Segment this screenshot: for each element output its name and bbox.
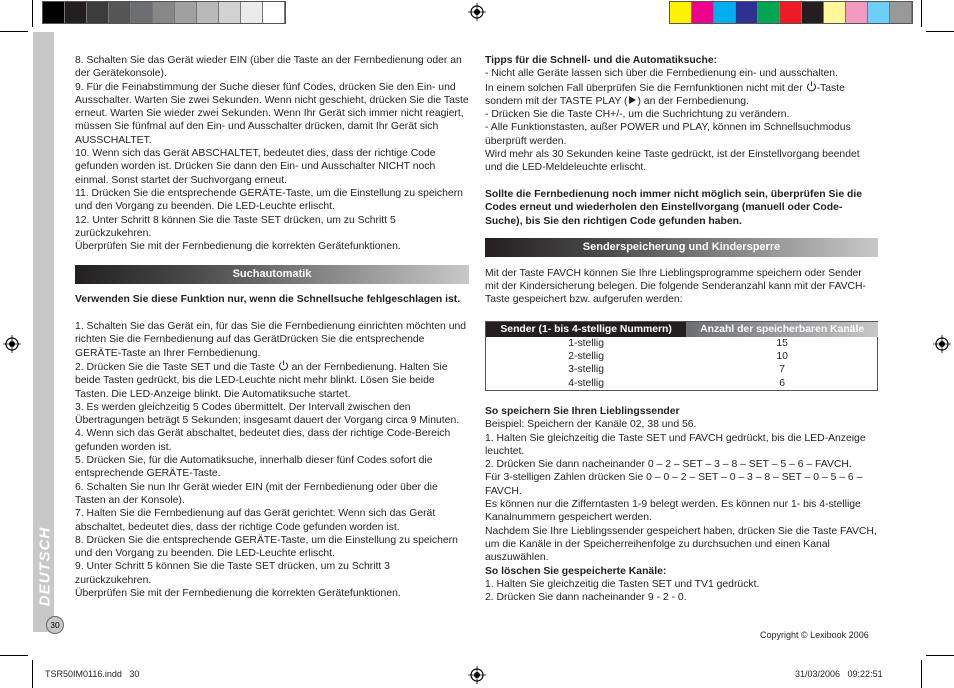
color-swatch xyxy=(175,2,197,23)
table-cell-digits-value: 3-stellig xyxy=(568,364,605,376)
instruction-line: Nachdem Sie Ihre Lieblingssender gespeichert haben, drücken Sie die Taste FAVCH, um die Kanäle in der Speicherreihenfolge zu durchsuchen und einen Kanal auszuwählen. xyxy=(485,525,877,564)
step-paragraph: Überprüfen Sie mit der Fernbedienung die korrekten Gerätefunktionen. xyxy=(75,587,401,599)
table-cell-count-value: 15 xyxy=(776,337,788,349)
channel-table xyxy=(485,321,878,391)
instruction-line: Es können nur die Zifferntasten 1-9 belegt werden. Es können nur 1- bis 4-stellige Kanalnummern gespeichert werden. xyxy=(485,499,861,524)
color-swatch xyxy=(868,2,890,23)
color-swatch xyxy=(219,2,241,23)
paragraph: 12. Unter Schritt 8 können Sie die Taste SET drücken, um zu Schritt 5 zurückzukehren. xyxy=(75,214,396,239)
table-cell-count-value: 6 xyxy=(779,377,786,389)
crop-mark xyxy=(926,31,954,32)
step-paragraph: 9. Unter Schritt 5 können Sie die Taste SET drücken, um zu Schritt 3 zurückzukehren. xyxy=(75,561,390,586)
instruction-line: 2. Drücken Sie dann nacheinander 0 – 2 – SET – 3 – 8 – SET – 5 – 6 – FAVCH. xyxy=(485,459,852,471)
tip-2-a: In einem solchen Fall überprüfen Sie die Fernfunktionen nicht mit der xyxy=(485,82,806,94)
color-swatch xyxy=(846,2,868,23)
table-cell-digits-value: 2-stellig xyxy=(568,351,605,363)
power-icon xyxy=(806,81,817,92)
paragraph: Überprüfen Sie mit der Fernbedienung die korrekten Gerätefunktionen. xyxy=(75,241,401,253)
crop-mark xyxy=(32,0,33,27)
instruction-line: Beispiel: Speichern der Kanäle 02, 38 und 56. xyxy=(485,419,697,431)
table-cell-count-value: 10 xyxy=(776,351,788,363)
instruction-line: 1. Halten Sie gleichzeitig die Tasten SET und TV1 gedrückt. xyxy=(485,578,760,590)
step-paragraph: 4. Wenn sich das Gerät abschaltet, bedeutet dies, dass der richtige Code-Bereich gefunden worden ist. xyxy=(75,428,451,453)
table-cell-digits-value: 1-stellig xyxy=(568,337,605,349)
step-2 xyxy=(75,360,469,401)
footer-date: 31/03/2006 09:22:51 xyxy=(795,669,883,679)
color-swatch xyxy=(714,2,736,23)
warning-bold: Sollte die Fernbedienung noch immer nicht möglich sein, überprüfen Sie die Codes erneut und wiederholen den Einstellvorgang (manuell oder Code-Suche), bis Sie den richtigen Code gefunden haben. xyxy=(485,188,863,227)
table-cell-count xyxy=(686,337,878,390)
instruction-line: 1. Halten Sie gleichzeitig die Taste SET und FAVCH gedrückt, bis die LED-Anzeige leuchtet. xyxy=(485,432,866,457)
table-header-anzahl: Anzahl der speicherbaren Kanäle xyxy=(686,322,878,337)
color-calibration-strip xyxy=(669,1,913,24)
tip-2-b: -Taste sondern mit der TASTE PLAY ( xyxy=(485,82,845,107)
color-swatch xyxy=(43,2,65,23)
paragraph: 10. Wenn sich das Gerät ABSCHALTET, bedeutet dies, dass der richtige Code gefunden worden ist. Drücken Sie dann den Ein- und Ausschalter NICHT noch einmal. Sonst startet der Suchvorgang erneut. xyxy=(75,148,436,186)
tip-2-c: ) an der Fernbedienung. xyxy=(637,95,749,107)
tips-title: Tipps für die Schnell- und die Automatiksuche: xyxy=(485,55,718,66)
table-cell-count-value: 7 xyxy=(779,364,786,376)
save-title: So speichern Sie Ihren Lieblingssender xyxy=(485,405,680,417)
color-swatch xyxy=(758,2,780,23)
power-icon xyxy=(278,360,289,371)
color-swatch xyxy=(131,2,153,23)
step-paragraph: 7. Halten Sie die Fernbedienung auf das Gerät gerichtet: Wenn sich das Gerät abschaltet, bedeutet dies, dass der richtige Code gefunden worden ist. xyxy=(75,508,436,533)
registration-mark-icon xyxy=(468,3,486,21)
step-paragraph: 3. Es werden gleichzeitig 5 Codes übermittelt. Der Intervall zwischen den Übertragungen beträgt 5 Sekunden; insgesamt dauert der Vorgang circa 9 Minuten. xyxy=(75,401,460,427)
color-swatch xyxy=(692,2,714,23)
crop-mark xyxy=(0,31,28,32)
step-2-end: an der Fernbedienung. Halten Sie beide Tasten gedrückt, bis die LED-Leuchte nicht mehr blinkt. Lösen Sie beide Tasten. Die LED-Anzeige blinkt. Die Automatiksuche startet. xyxy=(75,361,448,400)
left-steps-rest xyxy=(75,401,469,600)
color-swatch xyxy=(802,2,824,23)
instruction-line: 2. Drücken Sie dann nacheinander 9 - 2 - 0. xyxy=(485,592,687,604)
side-tab-label: DEUTSCH xyxy=(36,526,54,607)
left-column xyxy=(75,54,469,600)
color-swatch xyxy=(65,2,87,23)
crop-mark xyxy=(32,660,33,688)
copyright: Copyright © Lexibook 2006 xyxy=(760,630,869,640)
color-swatch xyxy=(109,2,131,23)
step-1: 1. Schalten Sie das Gerät ein, für das Sie die Fernbedienung einrichten möchten und richten Sie die Fernbedienung auf das GerätDrücken Sie die entsprechende GERÄTE-Taste an Ihrer Fernbedienung. xyxy=(75,321,467,359)
paragraph: 11. Drücken Sie die entsprechende GERÄTE-Taste, um die Einstellung zu speichern und den Vorgang zu beenden. Die LED-Leuchte erlischt. xyxy=(75,187,463,213)
color-swatch xyxy=(197,2,219,23)
registration-mark-icon xyxy=(468,666,486,684)
paragraph: 8. Schalten Sie das Gerät wieder EIN (über die Taste an der Fernbedienung oder an der Gerätekonsole). xyxy=(75,55,462,80)
page-number: 30 xyxy=(46,616,64,634)
color-swatch xyxy=(241,2,263,23)
delete-title: So löschen Sie gespeicherte Kanäle: xyxy=(485,565,667,577)
grayscale-calibration-strip xyxy=(42,1,286,24)
left-top-paragraphs xyxy=(75,54,469,253)
color-swatch xyxy=(87,2,109,23)
color-swatch xyxy=(153,2,175,23)
tip-3: - Drücken Sie die Taste CH+/-, um die Suchrichtung zu verändern. xyxy=(485,109,790,121)
color-swatch xyxy=(824,2,846,23)
color-swatch xyxy=(780,2,802,23)
step-paragraph: 6. Schalten Sie nun Ihr Gerät wieder EIN (mit der Fernbedienung oder über die Tasten an der Konsole). xyxy=(75,481,438,506)
section-header-senderspeicherung: Senderspeicherung und Kindersperre xyxy=(485,238,878,257)
section-header-suchautomatik: Suchautomatik xyxy=(75,265,469,284)
section-intro: Mit der Taste FAVCH können Sie Ihre Lieblingsprogramme speichern oder Sender mit der Kindersicherung belegen. Die folgende Senderanzahl kann mit der FAVCH-Taste gespeichert bzw. aufgerufen werden: xyxy=(485,267,867,306)
tip-2 xyxy=(485,81,878,109)
registration-mark-icon xyxy=(933,335,951,353)
paragraph: 9. Für die Feinabstimmung der Suche dieser fünf Codes, drücken Sie den Ein- und Ausschalter. Warten Sie zwei Sekunden. Wenn nicht geschieht, drücken Sie die Taste erneut. Warten Sie wieder zwei Sekunden. Wenn Ihr Gerät sich immer nicht reagiert, müssen Sie fünfmal auf den Ein- und Ausschalter drücken, damit Ihr Gerät sich AUSSCHALTET. xyxy=(75,81,469,146)
table-row xyxy=(486,337,878,390)
color-swatch xyxy=(890,2,912,23)
play-icon xyxy=(627,95,637,105)
delete-instructions xyxy=(485,578,878,605)
color-swatch xyxy=(670,2,692,23)
intro-bold: Verwenden Sie diese Funktion nur, wenn die Schnellsuche fehlgeschlagen ist. xyxy=(75,294,461,306)
tip-1: - Nicht alle Geräte lassen sich über die Fernbedienung ein- und ausschalten. xyxy=(485,68,838,80)
crop-mark xyxy=(926,655,954,656)
step-2-start: 2. Drücken Sie die Taste SET und die Taste xyxy=(75,361,278,373)
color-swatch xyxy=(263,2,285,23)
tip-4: - Alle Funktionstasten, außer POWER und PLAY, können im Schnellsuchmodus überprüft werden. xyxy=(485,122,851,147)
footer-file-info: TSR50IM0116.indd 30 xyxy=(45,669,140,679)
right-column xyxy=(485,54,878,604)
step-paragraph: 8. Drücken Sie die entsprechende GERÄTE-Taste, um die Einstellung zu speichern und den Vorgang zu beenden. Die LED-Leuchte erlischt. xyxy=(75,534,458,560)
table-cell-digits-value: 4-stellig xyxy=(568,377,605,389)
step-paragraph: 5. Drücken Sie, für die Automatiksuche, innerhalb dieser fünf Codes sofort die entsprechende GERÄTE-Taste. xyxy=(75,455,433,480)
color-swatch xyxy=(736,2,758,23)
tip-5: Wird mehr als 30 Sekunden keine Taste gedrückt, ist der Einstellvorgang beendet und die LED-Meldeleuchte erlischt. xyxy=(485,149,860,174)
table-cell-digits xyxy=(486,337,686,390)
save-instructions xyxy=(485,418,878,564)
side-tab-label-wrap xyxy=(33,520,54,620)
crop-mark xyxy=(0,655,28,656)
registration-mark-icon xyxy=(3,335,21,353)
crop-mark xyxy=(921,660,922,688)
table-header-sender: Sender (1- bis 4-stellige Nummern) xyxy=(486,322,686,337)
instruction-line: Für 3-stelligen Zahlen drücken Sie 0 – 0 – 2 – SET – 0 – 3 – 8 – SET – 0 – 5 – 6 – FAVCH. xyxy=(485,472,863,497)
crop-mark xyxy=(921,0,922,27)
